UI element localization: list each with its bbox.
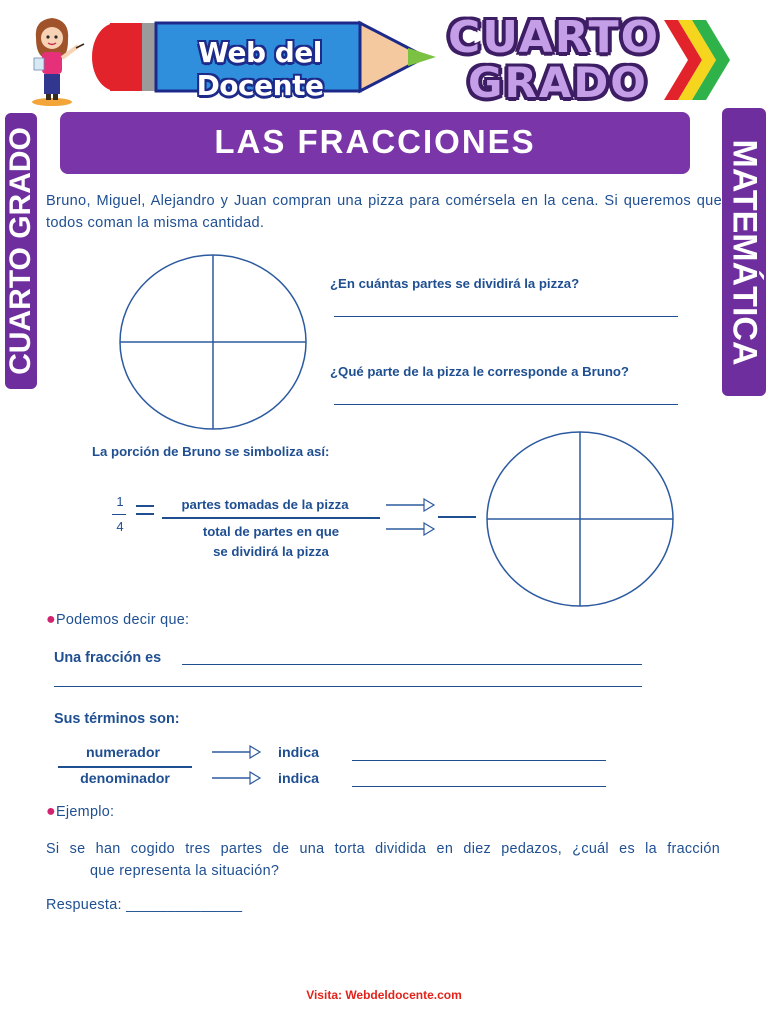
answer-field[interactable]: Respuesta: ______________ [46,897,243,913]
right-band-label: MATEMÁTICA [725,139,764,365]
numerator-indica: indica [278,745,319,761]
equals-sign-icon [136,505,154,521]
grade-word-top: CUARTO [447,12,661,63]
denominator-indica: indica [278,771,319,787]
ejemplo-text: Ejemplo: [55,804,115,820]
pizza-circle-1 [118,253,308,431]
arrow-right-icon [212,745,262,759]
portion-label: La porción de Bruno se simboliza así: [92,444,330,459]
example-line-1: Si se han cogido tres partes de una torta dividida en diez pedazos, ¿cuál es la fracción [46,841,720,857]
terms-divider [58,766,192,768]
fraction-is-label: Una fracción es [54,650,162,666]
answer-line-1[interactable] [334,316,678,317]
left-band-label: CUARTO GRADO [4,127,37,375]
logo-text: Web del Docente [196,36,324,102]
fraction-definition-line-1[interactable] [182,664,642,665]
example-paragraph [46,838,720,882]
chevron-decoration-icon [660,16,732,104]
fraction-denominator: 4 [116,519,124,534]
parts-taken-label: partes tomadas de la pizza [181,497,349,512]
podemos-text: Podemos decir que: [55,612,190,628]
total-parts-line-1: total de partes en que [202,524,340,539]
pizza-circle-2 [485,430,675,608]
page-title: LAS FRACCIONES [60,112,690,174]
question-1: ¿En cuántas partes se dividirá la pizza? [330,276,580,291]
denominator-term: denominador [80,771,170,787]
bullet-dot-icon: ● [46,803,56,820]
right-side-band [722,108,766,396]
fraction-answer-line[interactable] [438,516,476,518]
fraction-numerator: 1 [116,494,124,509]
fraction-definition-line-2[interactable] [54,686,642,687]
ejemplo-bullet [46,803,114,821]
total-parts-label [162,522,380,562]
fraction-divider-line [162,517,380,519]
podemos-bullet [46,611,189,629]
denominator-answer-line[interactable] [352,786,606,787]
arrow-right-icon [212,771,262,785]
example-line-2: que representa la situación? [90,863,280,879]
bullet-dot-icon: ● [46,611,56,628]
fraction-bar [112,514,126,515]
total-parts-line-2: se dividirá la pizza [213,544,329,559]
numerator-term: numerador [85,745,161,761]
question-2: ¿Qué parte de la pizza le corresponde a Bruno? [330,364,629,379]
footer-visit-link[interactable]: Visita: Webdeldocente.com [306,988,462,1002]
grade-word-bottom: GRADO [468,58,648,107]
numerator-answer-line[interactable] [352,760,606,761]
arrow-right-icon [386,522,436,536]
answer-line-2[interactable] [334,404,678,405]
arrow-right-icon [386,498,436,512]
teacher-illustration [22,14,86,106]
terms-label: Sus términos son: [54,711,180,727]
left-side-band [5,113,37,389]
intro-paragraph: Bruno, Miguel, Alejandro y Juan compran una pizza para comérsela en la cena. Si queremos que todos coman la misma cantidad. [46,193,722,231]
